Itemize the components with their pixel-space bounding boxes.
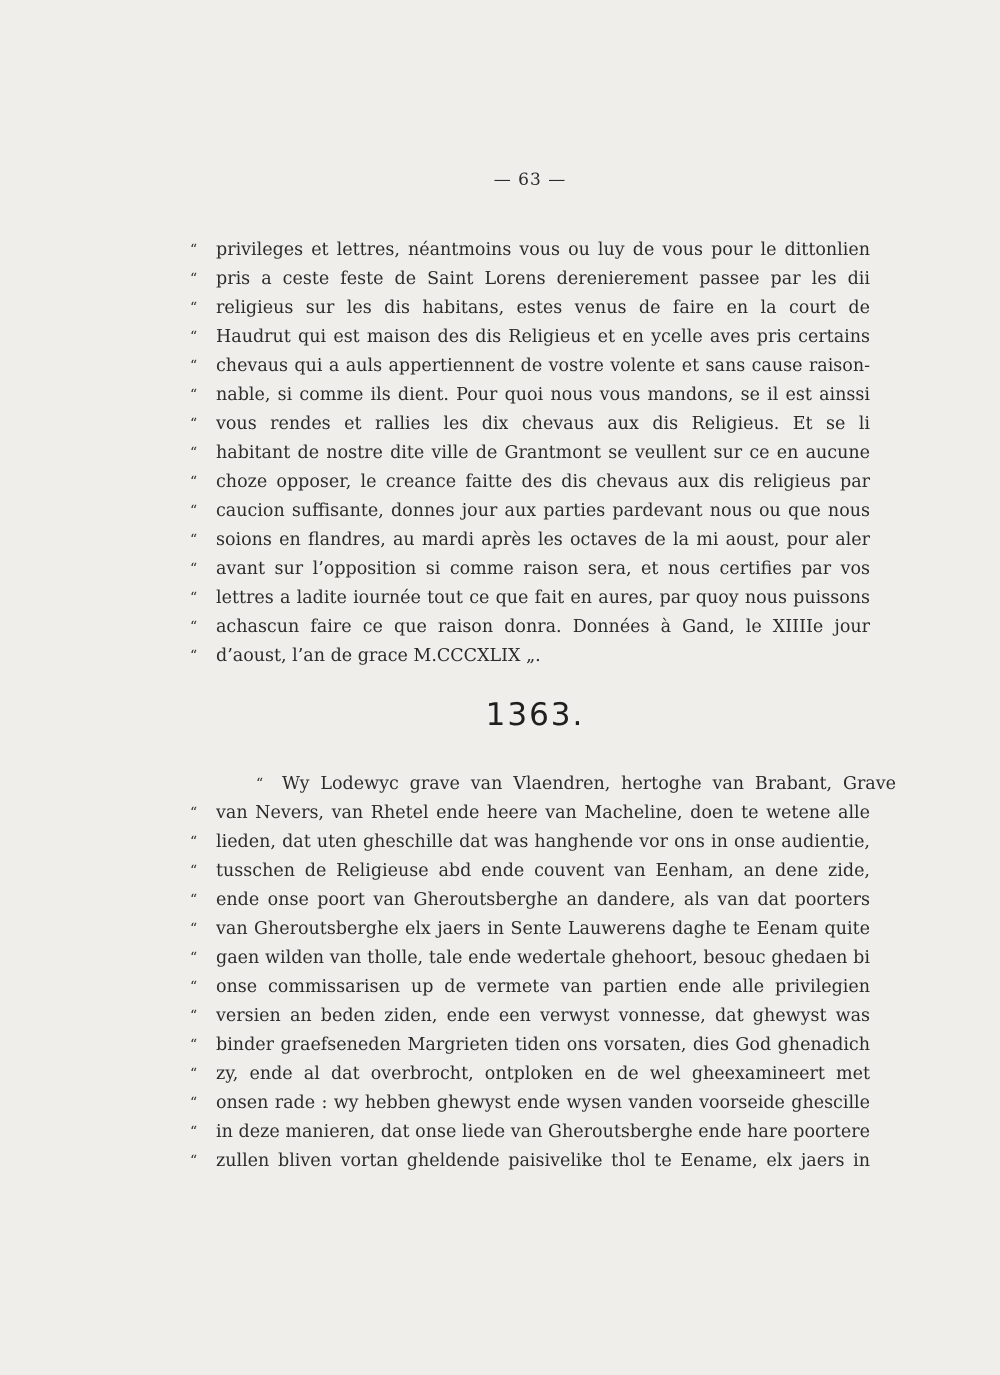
line-text: privileges et lettres, néantmoins vous ou luy de vous pour le dittonlien (216, 240, 870, 260)
line-text: lieden, dat uten gheschille dat was hanghende vor ons in onse audientie, (216, 832, 870, 852)
line-text: van Nevers, van Rhetel ende heere van Macheline, doen te wetene alle (216, 803, 870, 823)
text-line (190, 526, 870, 555)
line-text: binder graefseneden Margrieten tiden ons vorsaten, dies God ghenadich (216, 1035, 870, 1055)
page-number: — 63 — (493, 170, 567, 190)
quote-mark: “ (190, 805, 198, 821)
quote-mark: “ (190, 329, 198, 345)
text-line (190, 468, 870, 497)
text-line (190, 973, 870, 1002)
text-line (190, 294, 870, 323)
line-text: ende onse poort van Gheroutsberghe an dandere, als van dat poorters (216, 890, 870, 910)
line-text: Wy Lodewyc grave van Vlaendren, hertoghe van Brabant, Grave (282, 774, 896, 794)
quote-mark: “ (190, 532, 198, 548)
line-text: zullen bliven vortan gheldende paisivelike thol te Eename, elx jaers in (216, 1151, 870, 1171)
text-line (190, 555, 870, 584)
quote-mark: “ (190, 834, 198, 850)
text-line (190, 584, 870, 613)
line-text: nable, si comme ils dient. Pour quoi nous vous mandons, se il est ainssi (216, 385, 870, 405)
quote-mark: “ (190, 387, 198, 403)
text-line (190, 1060, 870, 1089)
line-text: in deze manieren, dat onse liede van Gheroutsberghe ende hare poortere (216, 1122, 870, 1142)
line-text: caucion suffisante, donnes jour aux parties pardevant nous ou que nous (216, 501, 870, 521)
line-text: lettres a ladite iournée tout ce que fait en aures, par quoy nous puissons (216, 588, 870, 608)
quote-mark: “ (190, 950, 198, 966)
text-line (190, 799, 870, 828)
line-text: achascun faire ce que raison donra. Données à Gand, le XIIIIe jour (216, 617, 870, 637)
quote-mark: “ (190, 416, 198, 432)
text-line (190, 323, 870, 352)
text-line (190, 1002, 870, 1031)
quote-mark: “ (190, 863, 198, 879)
line-text: habitant de nostre dite ville de Grantmont se veullent sur ce en aucune (216, 443, 870, 463)
quote-mark: “ (190, 648, 198, 664)
quote-mark: “ (190, 921, 198, 937)
line-text: Haudrut qui est maison des dis Religieus et en ycelle aves pris certains (216, 327, 870, 347)
text-line (190, 265, 870, 294)
text-line (190, 352, 870, 381)
quote-mark: “ (190, 1066, 198, 1082)
text-line (190, 439, 870, 468)
quote-mark: “ (190, 1008, 198, 1024)
text-line (190, 1031, 870, 1060)
text-line (190, 381, 870, 410)
line-text: soions en flandres, au mardi après les octaves de la mi aoust, pour aler (216, 530, 870, 550)
text-line (190, 857, 870, 886)
text-line (190, 915, 870, 944)
text-line (190, 1147, 870, 1176)
line-text: choze opposer, le creance faitte des dis chevaus aux dis religieus par (216, 472, 870, 492)
line-text: chevaus qui a auls appertiennent de vostre volente et sans cause raison- (216, 356, 870, 376)
line-text: zy, ende al dat overbrocht, ontploken en de wel gheexamineert met (216, 1064, 870, 1084)
text-line (190, 1118, 870, 1147)
quote-mark: “ (190, 619, 198, 635)
line-text: religieus sur les dis habitans, estes venus de faire en la court de (216, 298, 870, 318)
text-line (190, 770, 896, 799)
line-text: vous rendes et rallies les dix chevaus aux dis Religieus. Et se li (216, 414, 870, 434)
line-text: d’aoust, l’an de grace M.CCCXLIX „. (216, 646, 541, 666)
quote-mark: “ (190, 474, 198, 490)
text-line (190, 497, 870, 526)
text-line (190, 828, 870, 857)
line-text: avant sur l’opposition si comme raison sera, et nous certifies par vos (216, 559, 870, 579)
line-text: onse commissarisen up de vermete van partien ende alle privilegien (216, 977, 870, 997)
text-line (190, 1089, 870, 1118)
quote-mark: “ (190, 445, 198, 461)
quote-mark: “ (190, 892, 198, 908)
text-line (190, 944, 870, 973)
section-heading-year: 1363. (485, 697, 585, 733)
text-line (190, 886, 870, 915)
text-block-2 (190, 770, 896, 1176)
quote-mark: “ (190, 1153, 198, 1169)
text-line (190, 236, 870, 265)
line-text: van Gheroutsberghe elx jaers in Sente Lauwerens daghe te Eenam quite (216, 919, 870, 939)
quote-mark: “ (190, 590, 198, 606)
quote-mark: “ (256, 776, 264, 792)
quote-mark: “ (190, 979, 198, 995)
quote-mark: “ (190, 271, 198, 287)
text-line (190, 642, 870, 671)
line-text: tusschen de Religieuse abd ende couvent van Eenham, an dene zide, (216, 861, 870, 881)
text-line (190, 410, 870, 439)
quote-mark: “ (190, 242, 198, 258)
line-text: pris a ceste feste de Saint Lorens derenierement passee par les dii (216, 269, 870, 289)
quote-mark: “ (190, 1037, 198, 1053)
line-text: versien an beden ziden, ende een verwyst vonnesse, dat ghewyst was (216, 1006, 870, 1026)
text-line (190, 613, 870, 642)
quote-mark: “ (190, 1095, 198, 1111)
text-block-1 (190, 236, 870, 671)
quote-mark: “ (190, 561, 198, 577)
quote-mark: “ (190, 503, 198, 519)
quote-mark: “ (190, 300, 198, 316)
line-text: onsen rade : wy hebben ghewyst ende wysen vanden voorseide ghescille (216, 1093, 870, 1113)
quote-mark: “ (190, 358, 198, 374)
line-text: gaen wilden van tholle, tale ende wedertale ghehoort, besouc ghedaen bi (216, 948, 870, 968)
quote-mark: “ (190, 1124, 198, 1140)
